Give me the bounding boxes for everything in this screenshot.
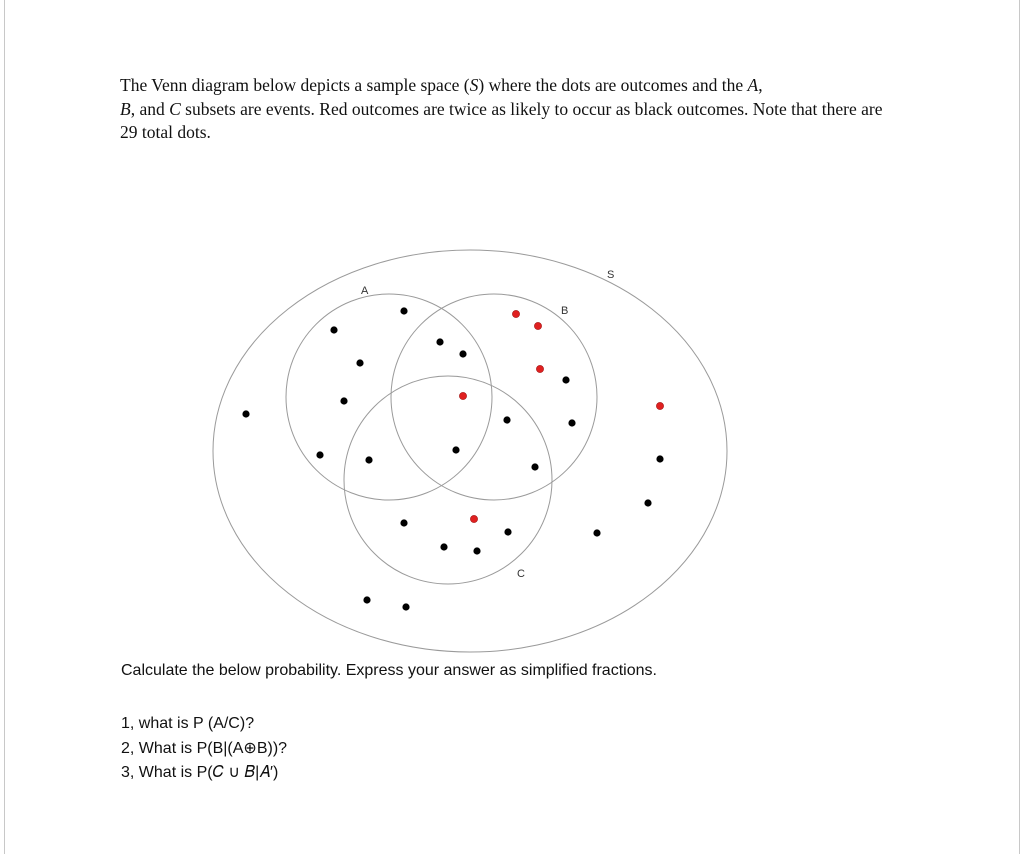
black-outcome-dot [330,326,337,333]
red-outcome-dot [534,322,541,329]
black-outcome-dot [656,455,663,462]
red-outcome-dot [536,365,543,372]
intro-text: The Venn diagram below depicts a sample space ( [120,75,470,95]
intro-var-s: S [469,75,479,95]
black-outcome-dot [562,376,569,383]
question-1: 1, what is P (A/C)? [121,715,255,732]
intro-var-a: A [747,75,759,95]
question-3: 3, What is P(𝐶 ∪ 𝐵|𝐴′) [121,764,279,781]
black-outcome-dot [400,519,407,526]
black-outcome-dot [531,463,538,470]
intro-text: , and [130,98,170,119]
intro-text: subsets are events. Red outcomes are twice as likely to occur as black outcomes. Note that there are 29 total dots. [120,98,883,142]
black-outcome-dot [400,307,407,314]
red-outcome-dot [470,515,477,522]
black-outcome-dot [316,451,323,458]
red-outcome-dot [459,392,466,399]
set-b-circle [391,294,597,500]
black-outcome-dot [363,596,370,603]
sample-space-s [213,250,727,652]
black-outcome-dot [473,547,480,554]
label-b: B [561,305,569,317]
intro-var-b: B [120,98,131,119]
question-2: 2, What is P(B|(A⊕B))? [121,739,288,757]
black-outcome-dot [242,410,249,417]
black-outcome-dot [644,499,651,506]
black-outcome-dot [436,338,443,345]
label-c: C [517,568,525,580]
black-outcome-dot [459,350,466,357]
black-outcome-dot [340,397,347,404]
red-outcome-dot [512,310,519,317]
black-outcome-dot [452,446,459,453]
black-outcome-dot [504,528,511,535]
black-outcome-dot [568,419,575,426]
outcome-dots [242,307,663,610]
instruction-text: Calculate the below probability. Express your answer as simplified fractions. [121,662,657,679]
intro-text: ) where the dots are outcomes and the [478,75,748,95]
black-outcome-dot [503,416,510,423]
black-outcome-dot [440,543,447,550]
black-outcome-dot [402,603,409,610]
black-outcome-dot [356,359,363,366]
label-s: S [607,269,615,281]
intro-text: , [758,75,763,95]
label-a: A [361,285,369,297]
black-outcome-dot [593,529,600,536]
intro-var-c: C [169,98,181,119]
red-outcome-dot [656,402,663,409]
set-c-circle [344,376,552,584]
question-list [121,712,287,786]
black-outcome-dot [365,456,372,463]
